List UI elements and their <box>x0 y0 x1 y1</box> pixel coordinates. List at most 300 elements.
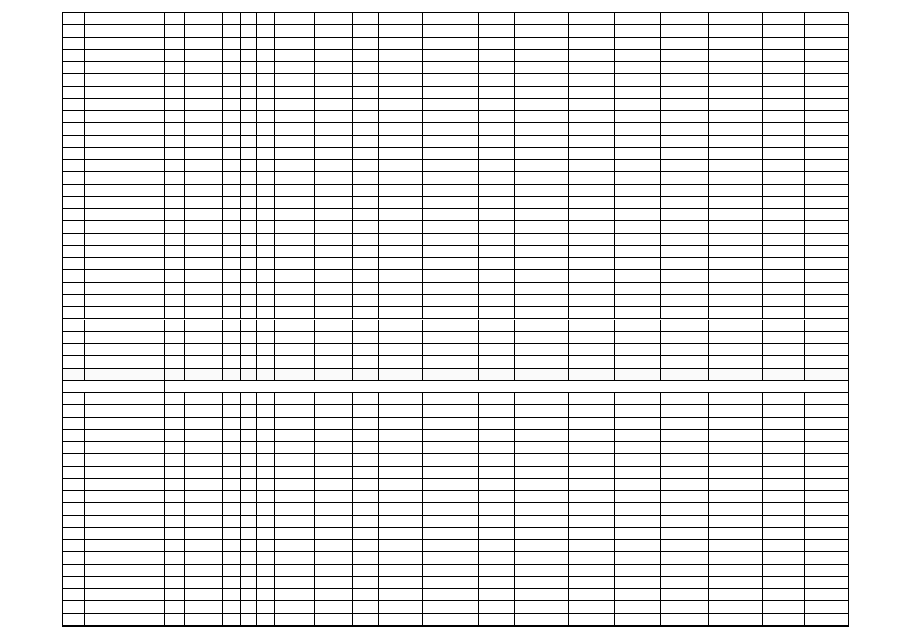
table-cell <box>379 479 423 490</box>
table-cell <box>223 332 241 343</box>
table-cell <box>241 295 257 306</box>
table-cell <box>223 25 241 36</box>
table-cell <box>275 172 315 183</box>
table-cell <box>353 283 379 294</box>
table-cell <box>63 454 85 465</box>
table-cell <box>353 565 379 576</box>
table-cell <box>185 552 223 563</box>
table-cell <box>615 418 661 429</box>
table-cell <box>241 565 257 576</box>
table-cell <box>63 528 85 539</box>
table-cell <box>379 540 423 551</box>
table-cell <box>805 234 848 245</box>
table-cell <box>257 430 275 441</box>
table-row <box>63 99 848 111</box>
table-cell <box>423 552 479 563</box>
table-cell <box>569 74 615 85</box>
table-cell <box>805 148 848 159</box>
table-cell <box>275 307 315 318</box>
table-cell <box>709 136 763 147</box>
table-cell <box>569 283 615 294</box>
table-cell <box>223 430 241 441</box>
table-cell <box>165 246 185 257</box>
table-row <box>63 516 848 528</box>
table-cell <box>315 246 353 257</box>
table-cell <box>63 25 85 36</box>
table-row <box>63 614 848 626</box>
table-cell <box>569 295 615 306</box>
table-cell <box>353 430 379 441</box>
table-cell <box>275 270 315 281</box>
table-cell <box>353 601 379 612</box>
table-cell <box>165 369 185 380</box>
table-cell <box>257 234 275 245</box>
table-cell <box>275 13 315 24</box>
table-cell <box>569 418 615 429</box>
table-cell <box>805 516 848 527</box>
table-cell <box>185 503 223 514</box>
table-cell <box>85 516 165 527</box>
table-cell <box>805 369 848 380</box>
table-cell <box>241 185 257 196</box>
table-cell <box>661 516 709 527</box>
table-cell <box>805 307 848 318</box>
table-cell <box>63 393 85 404</box>
table-cell <box>805 246 848 257</box>
table-cell <box>315 320 353 331</box>
table-cell <box>223 270 241 281</box>
table-cell <box>479 25 515 36</box>
table-cell <box>805 160 848 171</box>
table-row <box>63 123 848 135</box>
table-cell <box>275 258 315 269</box>
table-cell <box>515 123 569 134</box>
table-cell <box>569 111 615 122</box>
table-cell <box>763 25 805 36</box>
table-cell <box>423 430 479 441</box>
table-cell <box>423 356 479 367</box>
table-cell <box>223 136 241 147</box>
table-cell <box>63 430 85 441</box>
table-cell <box>515 74 569 85</box>
table-cell <box>315 442 353 453</box>
table-cell <box>315 62 353 73</box>
table-cell <box>709 577 763 588</box>
table-cell <box>709 62 763 73</box>
table-cell <box>315 99 353 110</box>
table-cell <box>763 491 805 502</box>
table-cell <box>805 552 848 563</box>
table-cell <box>379 565 423 576</box>
table-cell <box>315 209 353 220</box>
table-cell <box>805 393 848 404</box>
table-cell <box>709 369 763 380</box>
table-cell <box>379 99 423 110</box>
table-cell <box>223 589 241 600</box>
table-cell <box>661 136 709 147</box>
table-cell <box>569 136 615 147</box>
table-cell <box>763 234 805 245</box>
table-row <box>63 577 848 589</box>
table-cell <box>763 148 805 159</box>
table-cell <box>709 38 763 49</box>
table-cell <box>257 136 275 147</box>
table-cell <box>241 405 257 416</box>
table-cell <box>353 209 379 220</box>
table-cell <box>353 454 379 465</box>
table-cell <box>165 99 185 110</box>
table-cell <box>315 430 353 441</box>
table-cell <box>661 283 709 294</box>
table-cell <box>569 234 615 245</box>
table-cell <box>615 148 661 159</box>
table-cell <box>763 614 805 625</box>
table-cell <box>315 614 353 625</box>
table-cell <box>85 528 165 539</box>
table-cell <box>379 111 423 122</box>
table-cell <box>515 185 569 196</box>
table-cell <box>85 418 165 429</box>
table-cell <box>275 74 315 85</box>
table-cell <box>379 467 423 478</box>
table-cell <box>275 221 315 232</box>
table-cell <box>423 283 479 294</box>
table-cell <box>257 503 275 514</box>
table-cell <box>63 344 85 355</box>
table-cell <box>185 491 223 502</box>
table-cell <box>479 503 515 514</box>
table-cell <box>763 393 805 404</box>
table-cell <box>615 13 661 24</box>
table-cell <box>275 479 315 490</box>
table-cell <box>275 197 315 208</box>
table-cell <box>257 160 275 171</box>
table-cell <box>661 87 709 98</box>
table-cell <box>661 344 709 355</box>
table-cell <box>661 270 709 281</box>
table-cell <box>479 614 515 625</box>
table-cell <box>709 601 763 612</box>
table-cell <box>569 185 615 196</box>
table-cell <box>379 25 423 36</box>
table-cell <box>763 503 805 514</box>
table-cell <box>479 589 515 600</box>
table-row <box>63 491 848 503</box>
table-cell <box>353 13 379 24</box>
table-cell <box>257 516 275 527</box>
table-cell <box>85 491 165 502</box>
table-cell <box>661 13 709 24</box>
table-cell <box>241 197 257 208</box>
table-cell <box>165 295 185 306</box>
table-cell <box>223 221 241 232</box>
table-cell <box>165 283 185 294</box>
table-cell <box>315 25 353 36</box>
table-cell <box>63 209 85 220</box>
table-cell <box>709 185 763 196</box>
table-cell <box>185 418 223 429</box>
table-cell <box>241 25 257 36</box>
table-cell <box>805 197 848 208</box>
table-cell <box>257 74 275 85</box>
table-cell <box>805 503 848 514</box>
table-cell <box>165 405 185 416</box>
table-row <box>63 320 848 332</box>
table-cell <box>275 160 315 171</box>
table-cell <box>515 430 569 441</box>
table-cell <box>85 565 165 576</box>
table-cell <box>805 418 848 429</box>
table-cell <box>85 503 165 514</box>
table-cell <box>661 369 709 380</box>
table-cell <box>661 467 709 478</box>
table-cell <box>63 197 85 208</box>
table-cell <box>165 552 185 563</box>
table-cell <box>709 295 763 306</box>
table-cell <box>709 148 763 159</box>
table-cell <box>379 87 423 98</box>
table-cell <box>241 87 257 98</box>
table-row <box>63 221 848 233</box>
table-cell <box>515 320 569 331</box>
table-cell <box>709 258 763 269</box>
table-cell <box>241 614 257 625</box>
table-cell <box>515 491 569 502</box>
table-cell <box>275 430 315 441</box>
table-cell <box>241 442 257 453</box>
table-cell <box>85 148 165 159</box>
table-cell <box>223 503 241 514</box>
table-cell <box>63 491 85 502</box>
table-cell <box>275 320 315 331</box>
table-cell <box>615 38 661 49</box>
table-cell <box>479 418 515 429</box>
table-cell <box>709 467 763 478</box>
table-cell <box>479 87 515 98</box>
table-cell <box>615 283 661 294</box>
table-cell <box>661 111 709 122</box>
table-cell <box>353 405 379 416</box>
table-cell <box>479 136 515 147</box>
table-cell <box>257 50 275 61</box>
table-cell <box>479 516 515 527</box>
table-cell <box>241 454 257 465</box>
table-cell <box>379 123 423 134</box>
table-cell <box>569 369 615 380</box>
table-cell <box>85 160 165 171</box>
table-cell <box>275 503 315 514</box>
table-cell <box>515 442 569 453</box>
table-cell <box>661 405 709 416</box>
table-cell <box>569 270 615 281</box>
table-cell <box>805 209 848 220</box>
table-cell <box>763 577 805 588</box>
table-cell <box>479 111 515 122</box>
table-cell <box>515 577 569 588</box>
table-cell <box>763 405 805 416</box>
table-cell <box>569 209 615 220</box>
table-cell <box>275 344 315 355</box>
table-cell <box>615 136 661 147</box>
table-cell <box>515 589 569 600</box>
table-cell <box>515 87 569 98</box>
table-cell <box>569 442 615 453</box>
table-cell <box>185 197 223 208</box>
table-cell <box>615 62 661 73</box>
table-cell <box>315 87 353 98</box>
table-cell <box>709 479 763 490</box>
table-cell <box>165 258 185 269</box>
table-cell <box>257 38 275 49</box>
table-row <box>63 246 848 258</box>
table-cell <box>257 185 275 196</box>
table-cell <box>353 221 379 232</box>
table-cell <box>515 38 569 49</box>
table-row <box>63 197 848 209</box>
table-cell <box>241 479 257 490</box>
table-cell <box>569 320 615 331</box>
table-cell <box>615 479 661 490</box>
section-heading <box>63 381 165 392</box>
table-cell <box>63 50 85 61</box>
table-cell <box>515 479 569 490</box>
table-cell <box>85 99 165 110</box>
table-cell <box>423 270 479 281</box>
table-cell <box>615 503 661 514</box>
table-cell <box>315 565 353 576</box>
table-cell <box>661 160 709 171</box>
table-cell <box>353 393 379 404</box>
table-cell <box>515 369 569 380</box>
table-cell <box>709 344 763 355</box>
table-cell <box>223 209 241 220</box>
table-cell <box>223 111 241 122</box>
table-cell <box>615 601 661 612</box>
table-cell <box>423 111 479 122</box>
table-row <box>63 13 848 25</box>
table-cell <box>379 454 423 465</box>
table-cell <box>63 369 85 380</box>
table-cell <box>165 614 185 625</box>
table-cell <box>275 50 315 61</box>
table-cell <box>85 25 165 36</box>
table-cell <box>515 99 569 110</box>
table-cell <box>353 258 379 269</box>
table-cell <box>85 454 165 465</box>
table-cell <box>709 320 763 331</box>
table-cell <box>275 99 315 110</box>
table-cell <box>315 270 353 281</box>
table-cell <box>353 589 379 600</box>
table-cell <box>515 295 569 306</box>
table-cell <box>661 221 709 232</box>
table-cell <box>515 50 569 61</box>
table-cell <box>353 540 379 551</box>
table-cell <box>515 136 569 147</box>
table-cell <box>353 418 379 429</box>
table-cell <box>805 270 848 281</box>
table-cell <box>63 418 85 429</box>
table-cell <box>63 503 85 514</box>
table-cell <box>85 62 165 73</box>
table-cell <box>379 369 423 380</box>
table-cell <box>275 136 315 147</box>
table-cell <box>615 320 661 331</box>
table-cell <box>257 13 275 24</box>
table-row <box>63 258 848 270</box>
table-cell <box>805 111 848 122</box>
table-cell <box>257 491 275 502</box>
table-cell <box>379 270 423 281</box>
table-cell <box>315 307 353 318</box>
table-cell <box>709 160 763 171</box>
table-cell <box>353 552 379 563</box>
table-cell <box>763 258 805 269</box>
table-cell <box>165 516 185 527</box>
table-cell <box>257 405 275 416</box>
table-cell <box>315 160 353 171</box>
table-cell <box>353 74 379 85</box>
table-cell <box>63 87 85 98</box>
table-cell <box>479 356 515 367</box>
table-cell <box>805 136 848 147</box>
table-row <box>63 405 848 417</box>
table-cell <box>185 123 223 134</box>
table-cell <box>423 209 479 220</box>
table-cell <box>569 332 615 343</box>
table-cell <box>353 442 379 453</box>
table-cell <box>315 552 353 563</box>
table-cell <box>241 320 257 331</box>
table-cell <box>275 393 315 404</box>
table-cell <box>165 197 185 208</box>
table-cell <box>275 418 315 429</box>
table-cell <box>379 516 423 527</box>
table-cell <box>223 528 241 539</box>
table-cell <box>379 234 423 245</box>
table-cell <box>223 491 241 502</box>
table-cell <box>165 479 185 490</box>
table-cell <box>569 479 615 490</box>
table-cell <box>241 503 257 514</box>
table-cell <box>615 87 661 98</box>
table-cell <box>165 221 185 232</box>
table-cell <box>257 258 275 269</box>
table-cell <box>63 111 85 122</box>
table-cell <box>379 148 423 159</box>
table-cell <box>241 307 257 318</box>
table-cell <box>479 479 515 490</box>
table-cell <box>479 467 515 478</box>
table-cell <box>479 38 515 49</box>
table-cell <box>479 393 515 404</box>
table-row <box>63 209 848 221</box>
table-cell <box>315 454 353 465</box>
table-cell <box>165 356 185 367</box>
table-cell <box>515 283 569 294</box>
table-row <box>63 552 848 564</box>
table-cell <box>763 172 805 183</box>
table-cell <box>763 295 805 306</box>
table-cell <box>185 479 223 490</box>
table-cell <box>185 111 223 122</box>
table-cell <box>479 13 515 24</box>
table-cell <box>275 234 315 245</box>
table-cell <box>379 38 423 49</box>
table-row <box>63 50 848 62</box>
table-cell <box>223 62 241 73</box>
table-row <box>63 136 848 148</box>
